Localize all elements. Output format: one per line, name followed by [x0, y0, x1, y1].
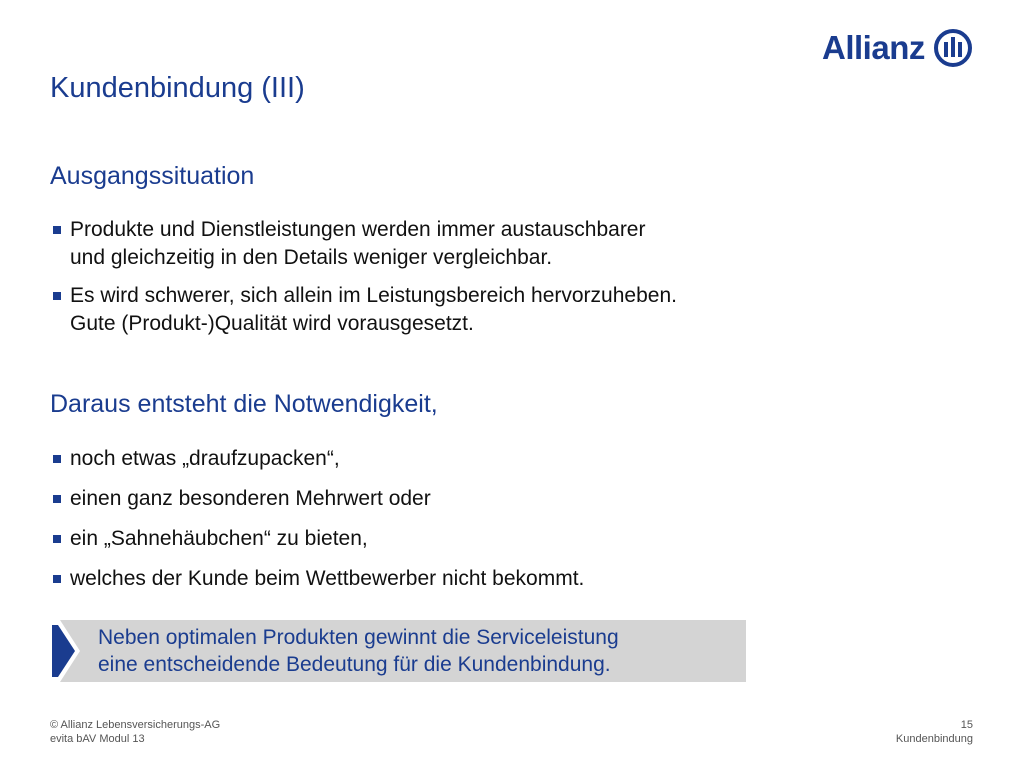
list-item [50, 485, 584, 513]
footer-module: evita bAV Modul 13 [50, 733, 145, 745]
chevron-right-icon [50, 620, 80, 682]
slide-title: Kundenbindung (III) [50, 72, 305, 104]
list-item [50, 216, 677, 272]
logo-wordmark: Allianz [822, 29, 925, 66]
footer-right [896, 718, 973, 746]
page-number: 15 [960, 719, 973, 731]
list-item [50, 525, 584, 553]
section-heading-notwendigkeit: Daraus entsteht die Notwendigkeit, [50, 390, 438, 418]
square-bullet-icon [53, 495, 61, 503]
section-heading-ausgangssituation: Ausgangssituation [50, 162, 255, 190]
footer-copyright: © Allianz Lebensversicherungs-AG [50, 719, 221, 731]
bullet-text: einen ganz besonderen Mehrwert oder [70, 487, 431, 510]
bullet-text-line: und gleichzeitig in den Details weniger vergleichbar. [70, 246, 553, 269]
footer-left [50, 718, 220, 746]
allianz-eagle-icon [933, 28, 973, 68]
square-bullet-icon [53, 535, 61, 543]
list-item [50, 445, 584, 473]
necessity-bullet-list [50, 445, 584, 593]
footer-topic: Kundenbindung [895, 733, 973, 745]
square-bullet-icon [53, 575, 61, 583]
square-bullet-icon [53, 292, 61, 300]
allianz-logo [822, 26, 973, 70]
bullet-text-line: Produkte und Dienstleistungen werden immer austauschbarer [70, 218, 646, 241]
conclusion-callout [50, 620, 746, 682]
situation-bullet-list [50, 216, 677, 338]
bullet-text: noch etwas „draufzupacken“, [70, 447, 340, 470]
list-item [50, 282, 677, 338]
bullet-text-line: Gute (Produkt-)Qualität wird vorausgesetzt. [70, 312, 474, 335]
bullet-text-line: Es wird schwerer, sich allein im Leistungsbereich hervorzuheben. [70, 284, 677, 307]
callout-line: eine entscheidende Bedeutung für die Kundenbindung. [98, 653, 611, 676]
callout-line: Neben optimalen Produkten gewinnt die Serviceleistung [98, 626, 619, 649]
callout-text [98, 624, 619, 678]
square-bullet-icon [53, 455, 61, 463]
square-bullet-icon [53, 226, 61, 234]
list-item [50, 565, 584, 593]
bullet-text: welches der Kunde beim Wettbewerber nicht bekommt. [70, 567, 585, 590]
bullet-text: ein „Sahnehäubchen“ zu bieten, [70, 527, 368, 550]
